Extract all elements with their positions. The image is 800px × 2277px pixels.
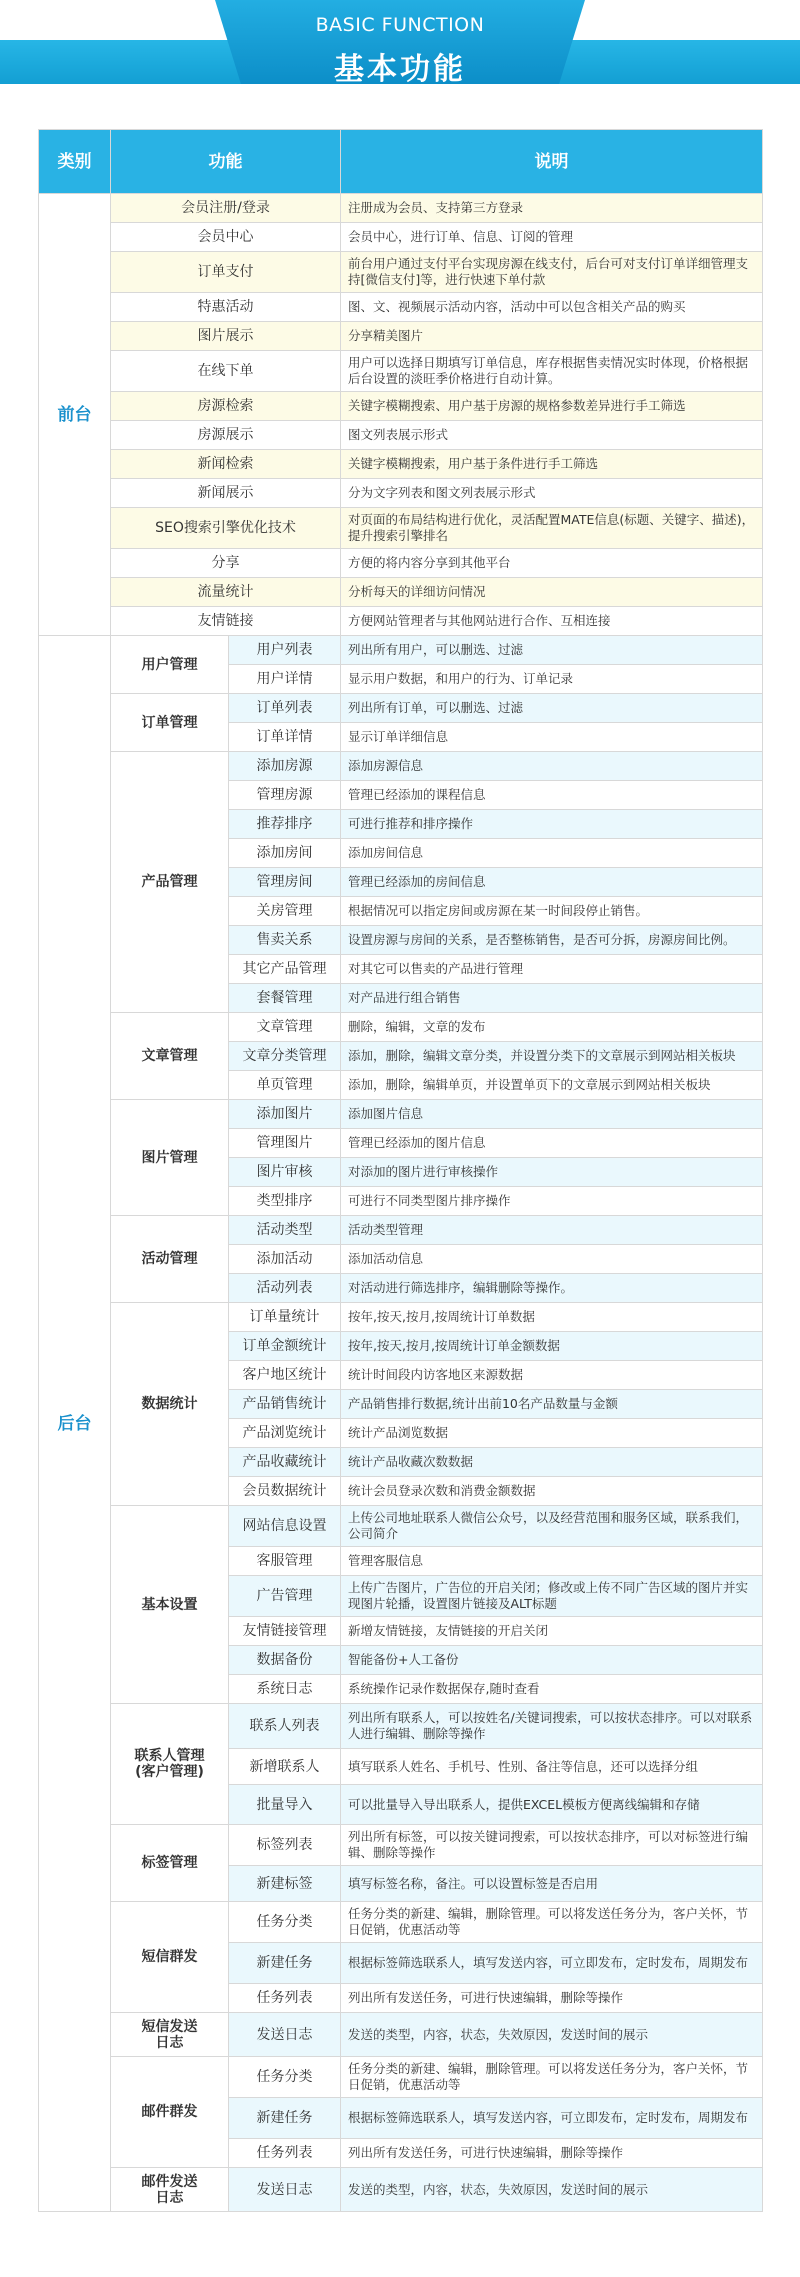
function-description: 设置房源与房间的关系，是否整栋销售，是否可分拆，房源房间比例。 xyxy=(341,926,763,955)
function-description: 上传广告图片，广告位的开启关闭；修改或上传不同广告区域的图片并实现图片轮播，设置图片链接及ALT标题 xyxy=(341,1576,763,1617)
table-row xyxy=(39,479,763,508)
table-row xyxy=(39,322,763,351)
function-description: 可以批量导入导出联系人，提供EXCEL模板方便离线编辑和存储 xyxy=(341,1785,763,1825)
function-description: 产品销售排行数据,统计出前10名产品数量与金额 xyxy=(341,1390,763,1419)
table-row xyxy=(39,421,763,450)
module-name: 用户管理 xyxy=(111,636,229,694)
module-name: 联系人管理 (客户管理) xyxy=(111,1704,229,1825)
function-name: 订单量统计 xyxy=(229,1303,341,1332)
function-name: 管理房间 xyxy=(229,868,341,897)
function-name: 新建任务 xyxy=(229,1943,341,1984)
function-name: 添加房源 xyxy=(229,752,341,781)
function-name: 用户列表 xyxy=(229,636,341,665)
function-name: 任务列表 xyxy=(229,2139,341,2168)
function-name: 房源展示 xyxy=(111,421,341,450)
function-description: 智能备份+人工备份 xyxy=(341,1646,763,1675)
function-table-wrapper xyxy=(38,129,762,2212)
function-name: 批量导入 xyxy=(229,1785,341,1825)
table-row xyxy=(39,578,763,607)
function-name: 订单金额统计 xyxy=(229,1332,341,1361)
header-function: 功能 xyxy=(111,130,341,194)
function-name: 发送日志 xyxy=(229,2168,341,2212)
page-header xyxy=(0,0,800,88)
function-description: 可进行不同类型图片排序操作 xyxy=(341,1187,763,1216)
function-name: 活动类型 xyxy=(229,1216,341,1245)
table-row xyxy=(39,607,763,636)
function-name: 友情链接管理 xyxy=(229,1617,341,1646)
function-description: 方便网站管理者与其他网站进行合作、互相连接 xyxy=(341,607,763,636)
function-description: 根据标签筛选联系人，填写发送内容，可立即发布，定时发布，周期发布 xyxy=(341,2098,763,2139)
function-description: 会员中心，进行订单、信息、订阅的管理 xyxy=(341,223,763,252)
table-row xyxy=(39,694,763,723)
function-description: 对产品进行组合销售 xyxy=(341,984,763,1013)
module-name: 数据统计 xyxy=(111,1303,229,1506)
function-description: 根据情况可以指定房间或房源在某一时间段停止销售。 xyxy=(341,897,763,926)
table-row xyxy=(39,194,763,223)
function-name: 房源检索 xyxy=(111,392,341,421)
table-row xyxy=(39,1303,763,1332)
function-name: 数据备份 xyxy=(229,1646,341,1675)
module-name: 短信发送 日志 xyxy=(111,2013,229,2057)
table-row xyxy=(39,1902,763,1943)
module-name: 文章管理 xyxy=(111,1013,229,1100)
function-description: 图文列表展示形式 xyxy=(341,421,763,450)
function-name: 图片审核 xyxy=(229,1158,341,1187)
table-row xyxy=(39,293,763,322)
function-description: 添加，删除，编辑单页，并设置单页下的文章展示到网站相关板块 xyxy=(341,1071,763,1100)
function-description: 关键字模糊搜索、用户基于房源的规格参数差异进行手工筛选 xyxy=(341,392,763,421)
function-name: 新闻展示 xyxy=(111,479,341,508)
function-name: 订单支付 xyxy=(111,252,341,293)
function-name: 标签列表 xyxy=(229,1825,341,1866)
function-name: 发送日志 xyxy=(229,2013,341,2057)
function-description: 可进行推荐和排序操作 xyxy=(341,810,763,839)
function-name: 会员注册/登录 xyxy=(111,194,341,223)
header-title-en: BASIC FUNCTION xyxy=(315,14,485,36)
function-name: 添加图片 xyxy=(229,1100,341,1129)
function-description: 管理已经添加的课程信息 xyxy=(341,781,763,810)
table-row xyxy=(39,2013,763,2057)
table-row xyxy=(39,1100,763,1129)
function-description: 列出所有用户，可以删选、过滤 xyxy=(341,636,763,665)
function-name: 客户地区统计 xyxy=(229,1361,341,1390)
category-backend: 后台 xyxy=(39,636,111,2212)
function-description: 删除，编辑，文章的发布 xyxy=(341,1013,763,1042)
function-description: 添加房源信息 xyxy=(341,752,763,781)
function-description: 活动类型管理 xyxy=(341,1216,763,1245)
module-name: 邮件发送 日志 xyxy=(111,2168,229,2212)
function-name: 新建任务 xyxy=(229,2098,341,2139)
function-name: 产品销售统计 xyxy=(229,1390,341,1419)
function-description: 分为文字列表和图文列表展示形式 xyxy=(341,479,763,508)
function-description: 列出所有发送任务，可进行快速编辑，删除等操作 xyxy=(341,1984,763,2013)
category-frontend: 前台 xyxy=(39,194,111,636)
function-description: 按年,按天,按月,按周统计订单金额数据 xyxy=(341,1332,763,1361)
table-row xyxy=(39,1216,763,1245)
function-name: 任务分类 xyxy=(229,2057,341,2098)
table-row xyxy=(39,1506,763,1547)
function-table xyxy=(38,129,763,2212)
module-name: 图片管理 xyxy=(111,1100,229,1216)
function-name: 产品浏览统计 xyxy=(229,1419,341,1448)
function-description: 对活动进行筛选排序，编辑删除等操作。 xyxy=(341,1274,763,1303)
function-name: 在线下单 xyxy=(111,351,341,392)
module-name: 活动管理 xyxy=(111,1216,229,1303)
function-description: 统计时间段内访客地区来源数据 xyxy=(341,1361,763,1390)
module-name: 邮件群发 xyxy=(111,2057,229,2168)
function-name: 管理图片 xyxy=(229,1129,341,1158)
header-description: 说明 xyxy=(341,130,763,194)
function-name: 关房管理 xyxy=(229,897,341,926)
function-name: 新闻检索 xyxy=(111,450,341,479)
function-description: 图、文、视频展示活动内容，活动中可以包含相关产品的购买 xyxy=(341,293,763,322)
function-description: 上传公司地址联系人微信公众号，以及经营范围和服务区域，联系我们，公司简介 xyxy=(341,1506,763,1547)
function-name: 单页管理 xyxy=(229,1071,341,1100)
table-row xyxy=(39,2057,763,2098)
function-name: 任务分类 xyxy=(229,1902,341,1943)
function-description: 添加图片信息 xyxy=(341,1100,763,1129)
function-description: 填写标签名称，备注。可以设置标签是否启用 xyxy=(341,1866,763,1902)
function-description: 填写联系人姓名、手机号、性别、备注等信息，还可以选择分组 xyxy=(341,1749,763,1785)
function-name: 管理房源 xyxy=(229,781,341,810)
function-description: 管理已经添加的房间信息 xyxy=(341,868,763,897)
function-description: 发送的类型，内容，状态，失效原因，发送时间的展示 xyxy=(341,2168,763,2212)
function-description: 列出所有订单，可以删选、过滤 xyxy=(341,694,763,723)
table-row xyxy=(39,549,763,578)
function-description: 列出所有联系人，可以按姓名/关键词搜索，可以按状态排序。可以对联系人进行编辑、删除等操作 xyxy=(341,1704,763,1749)
function-name: 新建标签 xyxy=(229,1866,341,1902)
table-row xyxy=(39,223,763,252)
table-header-row xyxy=(39,130,763,194)
function-name: 售卖关系 xyxy=(229,926,341,955)
function-name: 套餐管理 xyxy=(229,984,341,1013)
function-name: SEO搜索引擎优化技术 xyxy=(111,508,341,549)
function-description: 发送的类型，内容，状态，失效原因，发送时间的展示 xyxy=(341,2013,763,2057)
function-name: 流量统计 xyxy=(111,578,341,607)
function-description: 对其它可以售卖的产品进行管理 xyxy=(341,955,763,984)
table-row xyxy=(39,450,763,479)
function-name: 类型排序 xyxy=(229,1187,341,1216)
function-description: 根据标签筛选联系人，填写发送内容，可立即发布，定时发布，周期发布 xyxy=(341,1943,763,1984)
function-name: 特惠活动 xyxy=(111,293,341,322)
function-description: 统计产品收藏次数数据 xyxy=(341,1448,763,1477)
module-name: 基本设置 xyxy=(111,1506,229,1704)
function-name: 其它产品管理 xyxy=(229,955,341,984)
function-description: 显示订单详细信息 xyxy=(341,723,763,752)
function-description: 列出所有标签，可以按关键词搜索，可以按状态排序，可以对标签进行编辑、删除等操作 xyxy=(341,1825,763,1866)
table-row xyxy=(39,1704,763,1749)
table-body xyxy=(39,194,763,2212)
module-name: 订单管理 xyxy=(111,694,229,752)
function-description: 统计产品浏览数据 xyxy=(341,1419,763,1448)
function-description: 管理客服信息 xyxy=(341,1547,763,1576)
function-description: 关键字模糊搜索，用户基于条件进行手工筛选 xyxy=(341,450,763,479)
table-row xyxy=(39,1825,763,1866)
module-name: 短信群发 xyxy=(111,1902,229,2013)
table-row xyxy=(39,752,763,781)
module-name: 标签管理 xyxy=(111,1825,229,1902)
function-name: 订单列表 xyxy=(229,694,341,723)
function-name: 系统日志 xyxy=(229,1675,341,1704)
module-name: 产品管理 xyxy=(111,752,229,1013)
function-name: 图片展示 xyxy=(111,322,341,351)
function-name: 网站信息设置 xyxy=(229,1506,341,1547)
function-description: 方便的将内容分享到其他平台 xyxy=(341,549,763,578)
function-name: 分享 xyxy=(111,549,341,578)
table-row xyxy=(39,636,763,665)
function-name: 文章分类管理 xyxy=(229,1042,341,1071)
function-description: 统计会员登录次数和消费金额数据 xyxy=(341,1477,763,1506)
table-row xyxy=(39,392,763,421)
function-name: 产品收藏统计 xyxy=(229,1448,341,1477)
table-row xyxy=(39,2168,763,2212)
function-description: 添加，删除，编辑文章分类，并设置分类下的文章展示到网站相关板块 xyxy=(341,1042,763,1071)
function-description: 注册成为会员、支持第三方登录 xyxy=(341,194,763,223)
function-description: 任务分类的新建、编辑，删除管理。可以将发送任务分为，客户关怀，节日促销，优惠活动等 xyxy=(341,2057,763,2098)
header-category: 类别 xyxy=(39,130,111,194)
function-name: 客服管理 xyxy=(229,1547,341,1576)
function-name: 添加房间 xyxy=(229,839,341,868)
function-name: 用户详情 xyxy=(229,665,341,694)
function-name: 添加活动 xyxy=(229,1245,341,1274)
function-description: 对添加的图片进行审核操作 xyxy=(341,1158,763,1187)
function-name: 会员中心 xyxy=(111,223,341,252)
function-description: 按年,按天,按月,按周统计订单数据 xyxy=(341,1303,763,1332)
table-row xyxy=(39,508,763,549)
function-name: 友情链接 xyxy=(111,607,341,636)
function-description: 分享精美图片 xyxy=(341,322,763,351)
table-row xyxy=(39,1013,763,1042)
function-description: 显示用户数据，和用户的行为、订单记录 xyxy=(341,665,763,694)
function-description: 添加活动信息 xyxy=(341,1245,763,1274)
function-description: 新增友情链接，友情链接的开启关闭 xyxy=(341,1617,763,1646)
function-description: 任务分类的新建、编辑，删除管理。可以将发送任务分为，客户关怀，节日促销，优惠活动等 xyxy=(341,1902,763,1943)
function-name: 会员数据统计 xyxy=(229,1477,341,1506)
table-row xyxy=(39,351,763,392)
function-name: 推荐排序 xyxy=(229,810,341,839)
table-row xyxy=(39,252,763,293)
function-name: 订单详情 xyxy=(229,723,341,752)
function-name: 新增联系人 xyxy=(229,1749,341,1785)
function-name: 文章管理 xyxy=(229,1013,341,1042)
function-name: 广告管理 xyxy=(229,1576,341,1617)
function-description: 添加房间信息 xyxy=(341,839,763,868)
header-title-cn: 基本功能 xyxy=(334,52,466,87)
function-description: 系统操作记录作数据保存,随时查看 xyxy=(341,1675,763,1704)
function-description: 列出所有发送任务，可进行快速编辑，删除等操作 xyxy=(341,2139,763,2168)
function-name: 任务列表 xyxy=(229,1984,341,2013)
function-description: 管理已经添加的图片信息 xyxy=(341,1129,763,1158)
function-description: 前台用户通过支付平台实现房源在线支付，后台可对支付订单详细管理支持[微信支付]等，进行快速下单付款 xyxy=(341,252,763,293)
function-description: 对页面的布局结构进行优化，灵活配置MATE信息(标题、关键字、描述)，提升搜索引擎排名 xyxy=(341,508,763,549)
function-description: 用户可以选择日期填写订单信息，库存根据售卖情况实时体现，价格根据后台设置的淡旺季价格进行自动计算。 xyxy=(341,351,763,392)
function-name: 活动列表 xyxy=(229,1274,341,1303)
function-description: 分析每天的详细访问情况 xyxy=(341,578,763,607)
function-name: 联系人列表 xyxy=(229,1704,341,1749)
